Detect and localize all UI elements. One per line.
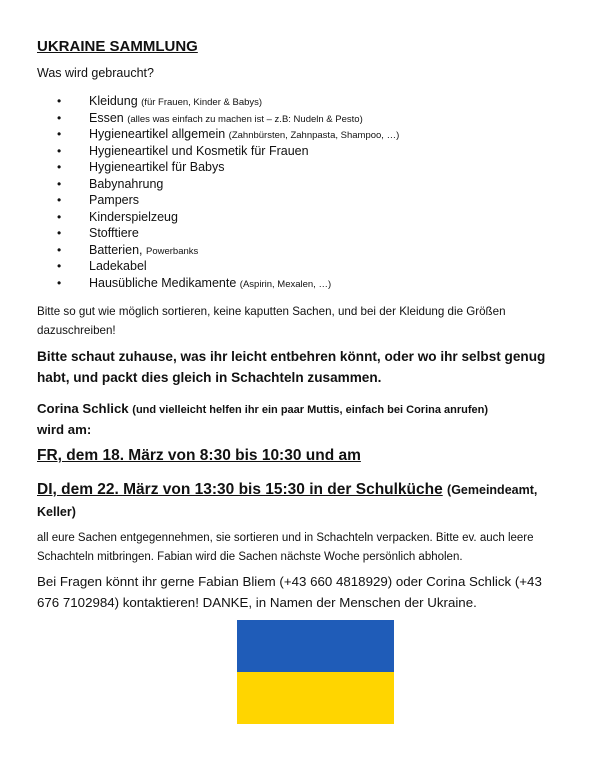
- item-label: Pampers: [89, 193, 140, 207]
- item-label: Ladekabel: [89, 259, 147, 273]
- flyer-title: UKRAINE SAMMLUNG: [37, 38, 198, 55]
- list-item: [57, 126, 399, 143]
- date-tuesday: [37, 479, 562, 523]
- date-friday: FR, dem 18. März von 8:30 bis 10:30 und am: [37, 447, 361, 464]
- bullet-icon: •: [57, 193, 62, 207]
- item-label: Hygieneartikel für Babys: [89, 160, 225, 174]
- bullet-icon: •: [57, 143, 62, 158]
- needs-question: Was wird gebraucht?: [37, 66, 154, 80]
- item-note: (Zahnbürsten, Zahnpasta, Shampoo, …): [228, 130, 400, 141]
- list-item: [57, 93, 399, 110]
- item-label: Hygieneartikel allgemein: [89, 127, 226, 141]
- list-item: [57, 258, 399, 275]
- item-note: (für Frauen, Kinder & Babys): [141, 97, 263, 108]
- item-label: Stofftiere: [89, 226, 139, 240]
- list-item: [57, 110, 399, 127]
- collector-paragraph: [37, 399, 557, 440]
- flag-yellow-stripe: [237, 672, 394, 724]
- needs-list: [57, 93, 399, 291]
- pack-instructions: Bitte schaut zuhause, was ihr leicht entbehren könnt, oder wo ihr selbst genug habt, und packt dies gleich in Schachteln zusammen.: [37, 349, 546, 385]
- item-label: Hausübliche Medikamente: [89, 275, 237, 290]
- item-label: Kinderspielzeug: [89, 209, 178, 224]
- list-item: [57, 176, 399, 193]
- date-tuesday-location: (Gemeindeamt, Keller): [37, 483, 538, 519]
- bullet-icon: •: [57, 259, 62, 273]
- item-label: Babynahrung: [89, 176, 164, 191]
- item-note: (alles was einfach zu machen ist – z.B: Nudeln & Pesto): [127, 113, 363, 125]
- item-note: Powerbanks: [146, 245, 199, 257]
- bullet-icon: •: [57, 94, 62, 108]
- list-item: [57, 242, 399, 259]
- bullet-icon: •: [57, 127, 62, 141]
- collector-aside: (und vielleicht helfen ihr ein paar Muttis, einfach bei Corina anrufen): [132, 404, 489, 416]
- bullet-icon: •: [57, 160, 62, 174]
- bullet-icon: •: [57, 226, 62, 240]
- ukraine-flag: [237, 620, 394, 724]
- contact-paragraph: Bei Fragen könnt ihr gerne Fabian Bliem (+43 660 4818929) oder Corina Schlick (+43 676 7102984) kontaktieren! DANKE, in Namen der Menschen der Ukraine.: [37, 574, 542, 610]
- collector-suffix: wird am:: [37, 422, 92, 437]
- bullet-icon: •: [57, 176, 62, 191]
- list-item: [57, 192, 399, 209]
- list-item: [57, 143, 399, 160]
- bullet-icon: •: [57, 110, 62, 125]
- collector-name: Corina Schlick: [37, 401, 129, 416]
- bullet-icon: •: [57, 209, 62, 224]
- item-label: Hygieneartikel und Kosmetik für Frauen: [89, 143, 309, 158]
- list-item: [57, 225, 399, 242]
- bullet-icon: •: [57, 275, 62, 290]
- receive-paragraph: all eure Sachen entgegennehmen, sie sortieren und in Schachteln verpacken. Bitte ev. auch leere Schachteln mitbringen. Fabian wird die Sachen nächste Woche persönlich abholen.: [37, 532, 534, 563]
- bullet-icon: •: [57, 242, 62, 257]
- list-item: [57, 275, 399, 292]
- date-tuesday-main: DI, dem 22. März von 13:30 bis 15:30 in der Schulküche: [37, 481, 443, 498]
- sort-instructions: Bitte so gut wie möglich sortieren, keine kaputten Sachen, und bei der Kleidung die Größen dazuschreiben!: [37, 305, 506, 337]
- list-item: [57, 159, 399, 176]
- flag-blue-stripe: [237, 620, 394, 672]
- item-note: (Aspirin, Mexalen, …): [239, 278, 332, 290]
- item-label: Kleidung: [89, 94, 138, 108]
- item-label: Essen: [89, 110, 124, 125]
- item-label: Batterien,: [89, 242, 143, 257]
- list-item: [57, 209, 399, 226]
